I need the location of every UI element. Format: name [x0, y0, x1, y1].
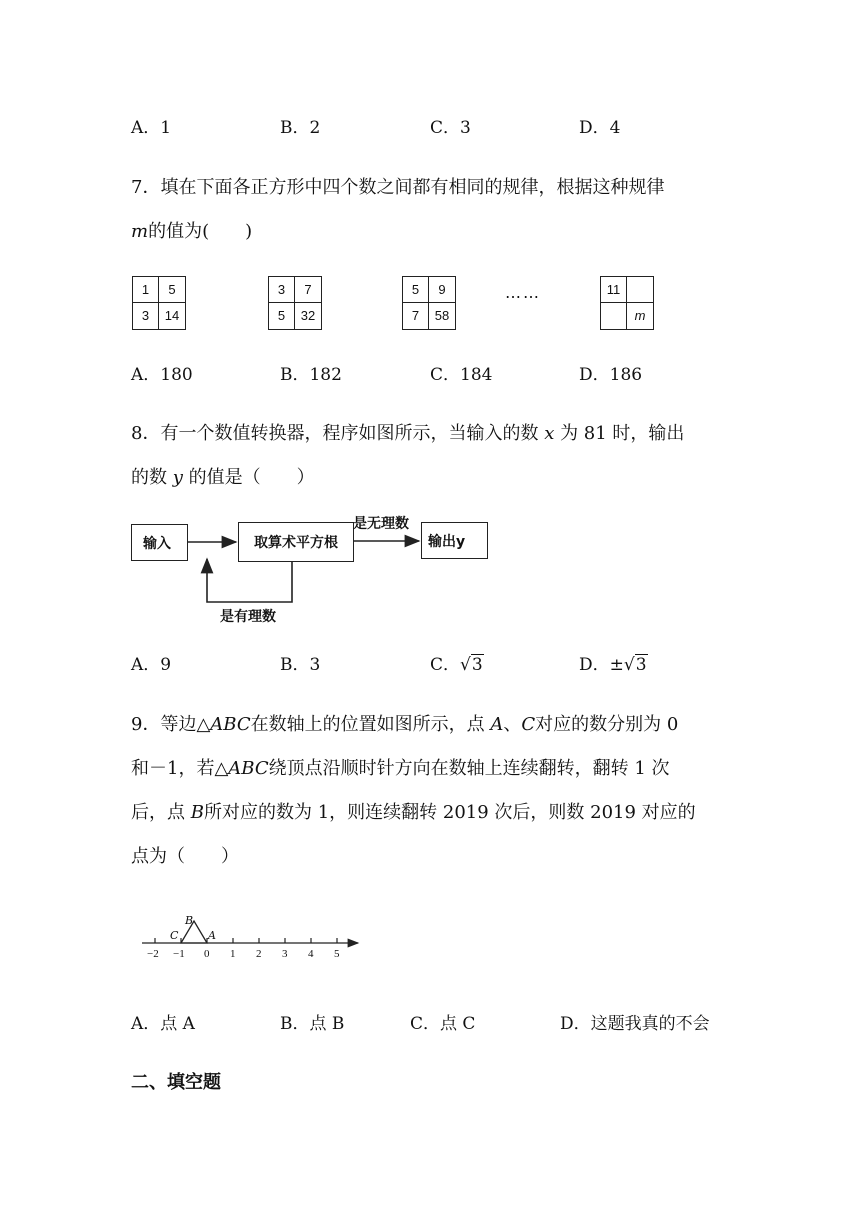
- q7-sq1-bl: 3: [133, 303, 159, 329]
- q9-stem-1a: 等边△: [160, 714, 211, 735]
- q8-option-a: A．9: [131, 655, 172, 675]
- q7-sq2-tr: 7: [295, 277, 321, 303]
- q9-abc-1: ABC: [210, 714, 251, 735]
- q7-sq3-bl: 7: [403, 303, 429, 329]
- section-title-fill-blank: 二、填空题: [131, 1072, 221, 1093]
- q9-option-c: C．点 C: [410, 1014, 476, 1034]
- q9-sep: 、: [503, 714, 522, 735]
- q8-number: 8．: [131, 423, 161, 444]
- q6-option-d: D．4: [579, 118, 621, 138]
- q7-var-m: m: [131, 221, 149, 242]
- q9-option-d: D．这题我真的不会: [560, 1014, 710, 1034]
- tick-label-3: 3: [282, 948, 288, 960]
- flow-rational-label: 是有理数: [220, 609, 276, 625]
- q7-stem-2: 的值为( ): [148, 221, 253, 242]
- tick-label-neg2: −2: [147, 948, 159, 960]
- q7-sq4-tl: 11: [601, 277, 627, 303]
- q9-number: 9．: [131, 714, 161, 735]
- flow-irrational-label: 是无理数: [353, 516, 409, 532]
- q7-sq1-tr: 5: [159, 277, 185, 303]
- tick-label-1: 1: [230, 948, 236, 960]
- q7-option-c: C．184: [430, 365, 493, 385]
- q7-sq4-br: m: [634, 308, 646, 323]
- q8-option-b: B．3: [280, 655, 321, 675]
- q7-option-b: B．182: [280, 365, 342, 385]
- q7-sq1-tl: 1: [133, 277, 159, 303]
- q9-point-a: A: [490, 714, 504, 735]
- q9-stem-3b: 所对应的数为 1，则连续翻转 2019 次后，则数 2019 对应的: [203, 802, 696, 823]
- q7-sq3-tl: 5: [403, 277, 429, 303]
- q7-ellipsis: ……: [505, 283, 541, 302]
- q9-point-b: B: [190, 802, 204, 823]
- q9-option-b: B．点 B: [280, 1014, 345, 1034]
- q7-sq3-tr: 9: [429, 277, 455, 303]
- tick-label-2: 2: [256, 948, 262, 960]
- q9-abc-2: ABC: [228, 758, 269, 779]
- q8-var-x: x: [544, 423, 555, 444]
- q9-text-line4: 点为（ ）: [131, 846, 239, 867]
- q8-var-y: y: [172, 467, 183, 488]
- tick-label-5: 5: [334, 948, 340, 960]
- tick-label-4: 4: [308, 948, 314, 960]
- q9-stem-1b: 在数轴上的位置如图所示，点: [250, 714, 491, 735]
- q6-option-a: A．1: [131, 118, 172, 138]
- q8-option-d-sqrt: √3: [623, 655, 647, 675]
- q8-option-d-prefix: D．±: [579, 655, 624, 675]
- q7-sq1-br: 14: [164, 308, 180, 323]
- triangle-label-a: A: [208, 929, 216, 942]
- q8-option-c-prefix: C．: [430, 655, 461, 675]
- q7-sq2-tl: 3: [269, 277, 295, 303]
- q9-stem-3a: 后，点: [131, 802, 191, 823]
- q9-point-c: C: [521, 714, 536, 735]
- q8-stem-1b: 为 81 时，输出: [554, 423, 685, 444]
- q7-stem-1: 填在下面各正方形中四个数之间都有相同的规律，根据这种规律: [160, 177, 665, 198]
- flow-process-label: 取算术平方根: [254, 535, 338, 551]
- flow-input-label: 输入: [143, 535, 171, 552]
- tick-label-neg1: −1: [173, 948, 185, 960]
- flow-output-label: 输出y: [428, 533, 466, 550]
- triangle-label-b: B: [185, 914, 194, 927]
- q7-sq2-br: 32: [300, 308, 316, 323]
- q8-option-c-sqrt: √3: [460, 655, 483, 675]
- q7-sq3-br: 58: [434, 308, 450, 323]
- q8-stem-1a: 有一个数值转换器，程序如图所示，当输入的数: [160, 423, 545, 444]
- q7-sq2-bl: 5: [269, 303, 295, 329]
- q7-option-d: D．186: [579, 365, 643, 385]
- q7-option-a: A．180: [131, 365, 193, 385]
- q8-stem-2a: 的数: [131, 467, 173, 488]
- q8-stem-2b: 的值是（ ）: [182, 467, 315, 488]
- q9-stem-2a: 和－1，若△: [131, 758, 229, 779]
- q6-option-c: C．3: [430, 118, 471, 138]
- q7-number: 7．: [131, 177, 161, 198]
- q9-option-a: A．点 A: [131, 1014, 195, 1034]
- q9-stem-1c: 对应的数分别为 0: [535, 714, 679, 735]
- tick-label-0: 0: [204, 948, 210, 960]
- q6-option-b: B．2: [280, 118, 321, 138]
- triangle-label-c: C: [170, 929, 179, 942]
- q9-stem-2b: 绕顶点沿顺时针方向在数轴上连续翻转，翻转 1 次: [268, 758, 670, 779]
